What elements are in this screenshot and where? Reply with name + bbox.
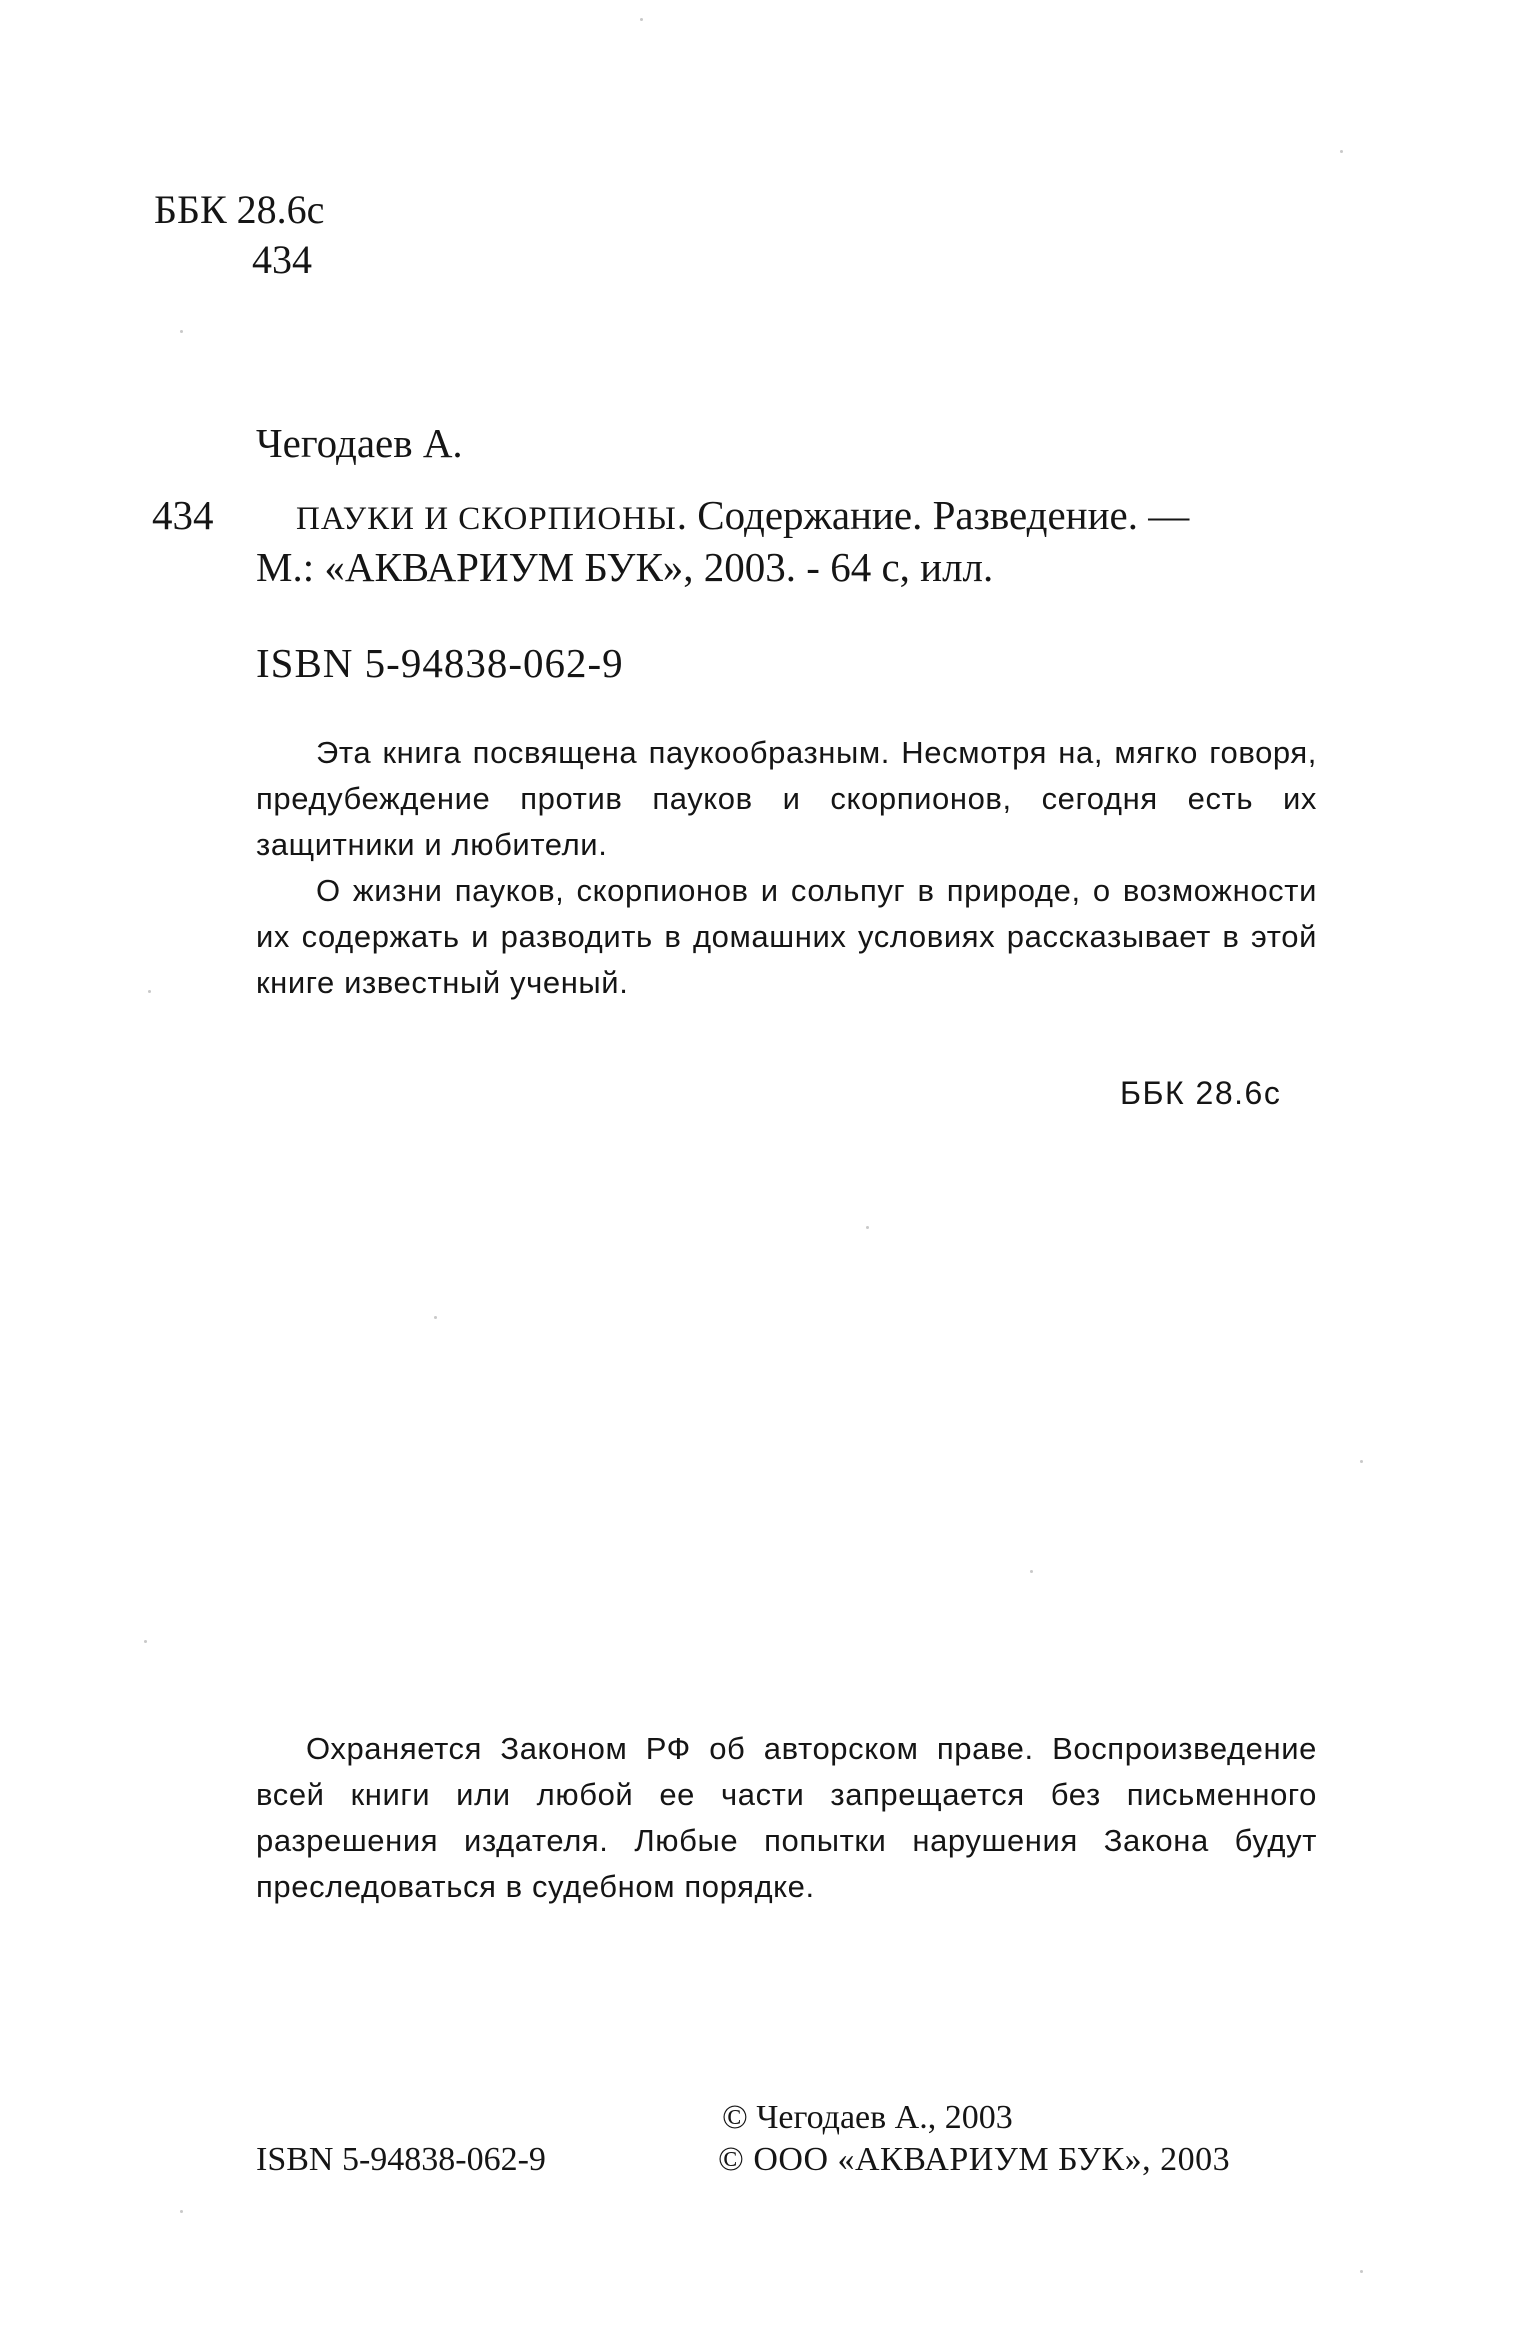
scan-speck [144,1640,147,1643]
scan-speck [148,990,151,993]
scan-speck [1360,2270,1363,2273]
copyright-author: © Чегодаев А., 2003 [722,2099,1013,2136]
isbn-main: ISBN 5-94838-062-9 [256,640,624,686]
copyright-notice [256,1726,1317,1910]
annotation-paragraph-1: Эта книга посвящена паукообразным. Несмотря на, мягко говоря, предубеждение против пауков и скорпионов, сегодня есть их защитники и любители. [256,735,1317,862]
annotation-paragraph-2: О жизни пауков, скорпионов и сольпуг в природе, о возможности их содержать и разводить в домашних условиях рассказывает в этой книге известный ученый. [256,873,1317,1000]
record-title [296,490,1189,544]
scan-speck [434,1316,437,1319]
record-title-rest: . Содержание. Разведение. — [676,492,1190,538]
bbk-code: ББК 28.6с [154,187,325,232]
scan-speck [1030,1570,1033,1573]
scan-speck [1360,1460,1363,1463]
bbk-code-right: ББК 28.6с [1120,1075,1282,1111]
annotation [256,730,1317,1006]
record-imprint: М.: «АКВАРИУМ БУК», 2003. - 64 с, илл. [256,544,994,590]
copyright-notice-text: Охраняется Законом РФ об авторском праве. Воспроизведение всей книги или любой ее части запрещается без письменного разрешения издателя. Любые попытки нарушения Закона будут преследоваться в судебном порядке. [256,1731,1317,1904]
isbn-footer: ISBN 5-94838-062-9 [256,2141,546,2178]
scan-speck [1340,150,1343,153]
copyright-publisher: © ООО «АКВАРИУМ БУК», 2003 [718,2141,1231,2178]
author-name: Чегодаев А. [256,420,463,466]
record-title-caps: ПАУКИ И СКОРПИОНЫ [296,501,677,537]
scan-speck [866,1226,869,1229]
record-number: 434 [152,492,214,538]
scan-speck [180,2210,183,2213]
author-mark: 434 [252,237,312,282]
scan-speck [640,18,643,21]
scan-speck [180,330,183,333]
